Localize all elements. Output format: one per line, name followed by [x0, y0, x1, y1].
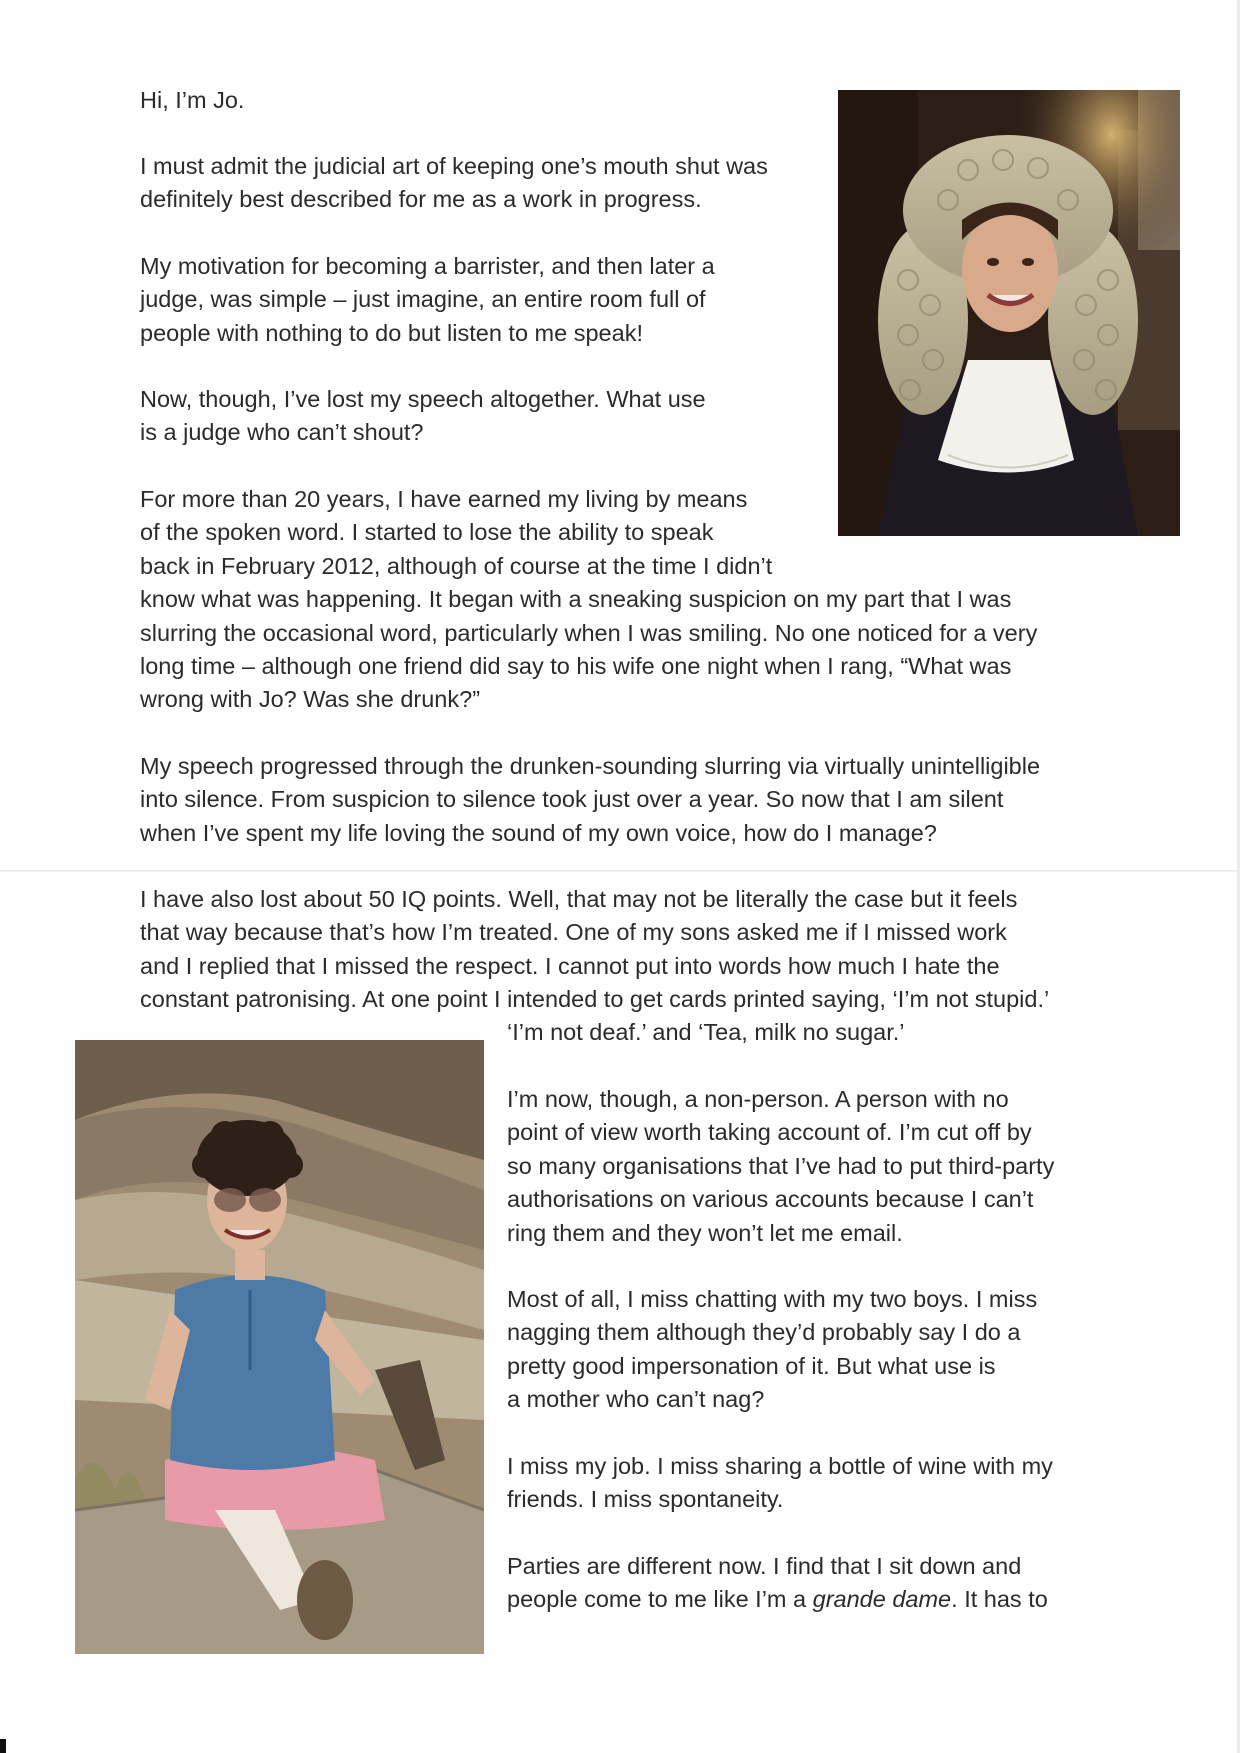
page-fold-line — [0, 870, 1240, 872]
paragraph-2: My motivation for becoming a barrister, and then later a judge, was simple – just imagine, an entire room full of people with nothing to do but listen to me speak! — [140, 253, 715, 346]
paragraph-9: I miss my job. I miss sharing a bottle of wine with my friends. I miss spontaneity. — [507, 1453, 1053, 1513]
paragraph-10-line-2: people come to me like I’m a grande dame. It has to — [507, 1586, 1048, 1613]
paragraph-1: I must admit the judicial art of keeping one’s mouth shut was definitely best described for me as a work in progress. — [140, 153, 768, 213]
paragraph-3: Now, though, I’ve lost my speech altogether. What use is a judge who can’t shout? — [140, 386, 706, 446]
photo-woman-on-rocks — [75, 1040, 484, 1654]
paragraph-8: Most of all, I miss chatting with my two boys. I miss nagging them although they’d probably say I do a pretty good impersonation of it. But what use is a mother who can’t nag? — [507, 1286, 1038, 1413]
paragraph-7: I’m now, though, a non-person. A person with no point of view worth taking account of. I’m cut off by so many organisations that I’ve had to put third-party authorisations on various accounts because I can’t ring them and they won’t let me email. — [507, 1086, 1055, 1246]
paragraph-6: I have also lost about 50 IQ points. Well, that may not be literally the case but it feels that way because that’s how I’m treated. One of my sons asked me if I missed work and I replied that I missed the respect. I cannot put into words how much I hate the constant patronising. At one point I intended to get cards printed saying, ‘I’m not stupid.’ — [140, 886, 1050, 1013]
judge-photo-icon — [838, 90, 1180, 536]
photo-judge-in-wig — [838, 90, 1180, 536]
paragraph-5: My speech progressed through the drunken-sounding slurring via virtually unintelligible into silence. From suspicion to silence took just over a year. So now that I am silent when I’ve spent my life loving the sound of my own voice, how do I manage? — [140, 753, 1041, 846]
greeting: Hi, I’m Jo. — [140, 87, 245, 113]
beach-photo-icon — [75, 1040, 484, 1654]
scan-edge-mark — [0, 1739, 6, 1753]
paragraph-6-continued: ‘I’m not deaf.’ and ‘Tea, milk no sugar.’ — [507, 1019, 905, 1045]
paragraph-4: For more than 20 years, I have earned my living by means of the spoken word. I started to lose the ability to speak back in February 2012, although of course at the time I didn’t know what was happening. It began with a sneaking suspicion on my part that I was slurring the occasional word, particularly when I was smiling. No one noticed for a very long time – although one friend did say to his wife one night when I rang, “What was wrong with Jo? Was she drunk?” — [140, 486, 1038, 713]
paragraph-10: Parties are different now. I find that I sit down and people come to me like I’m a grande dame. It has to — [507, 1550, 1048, 1617]
